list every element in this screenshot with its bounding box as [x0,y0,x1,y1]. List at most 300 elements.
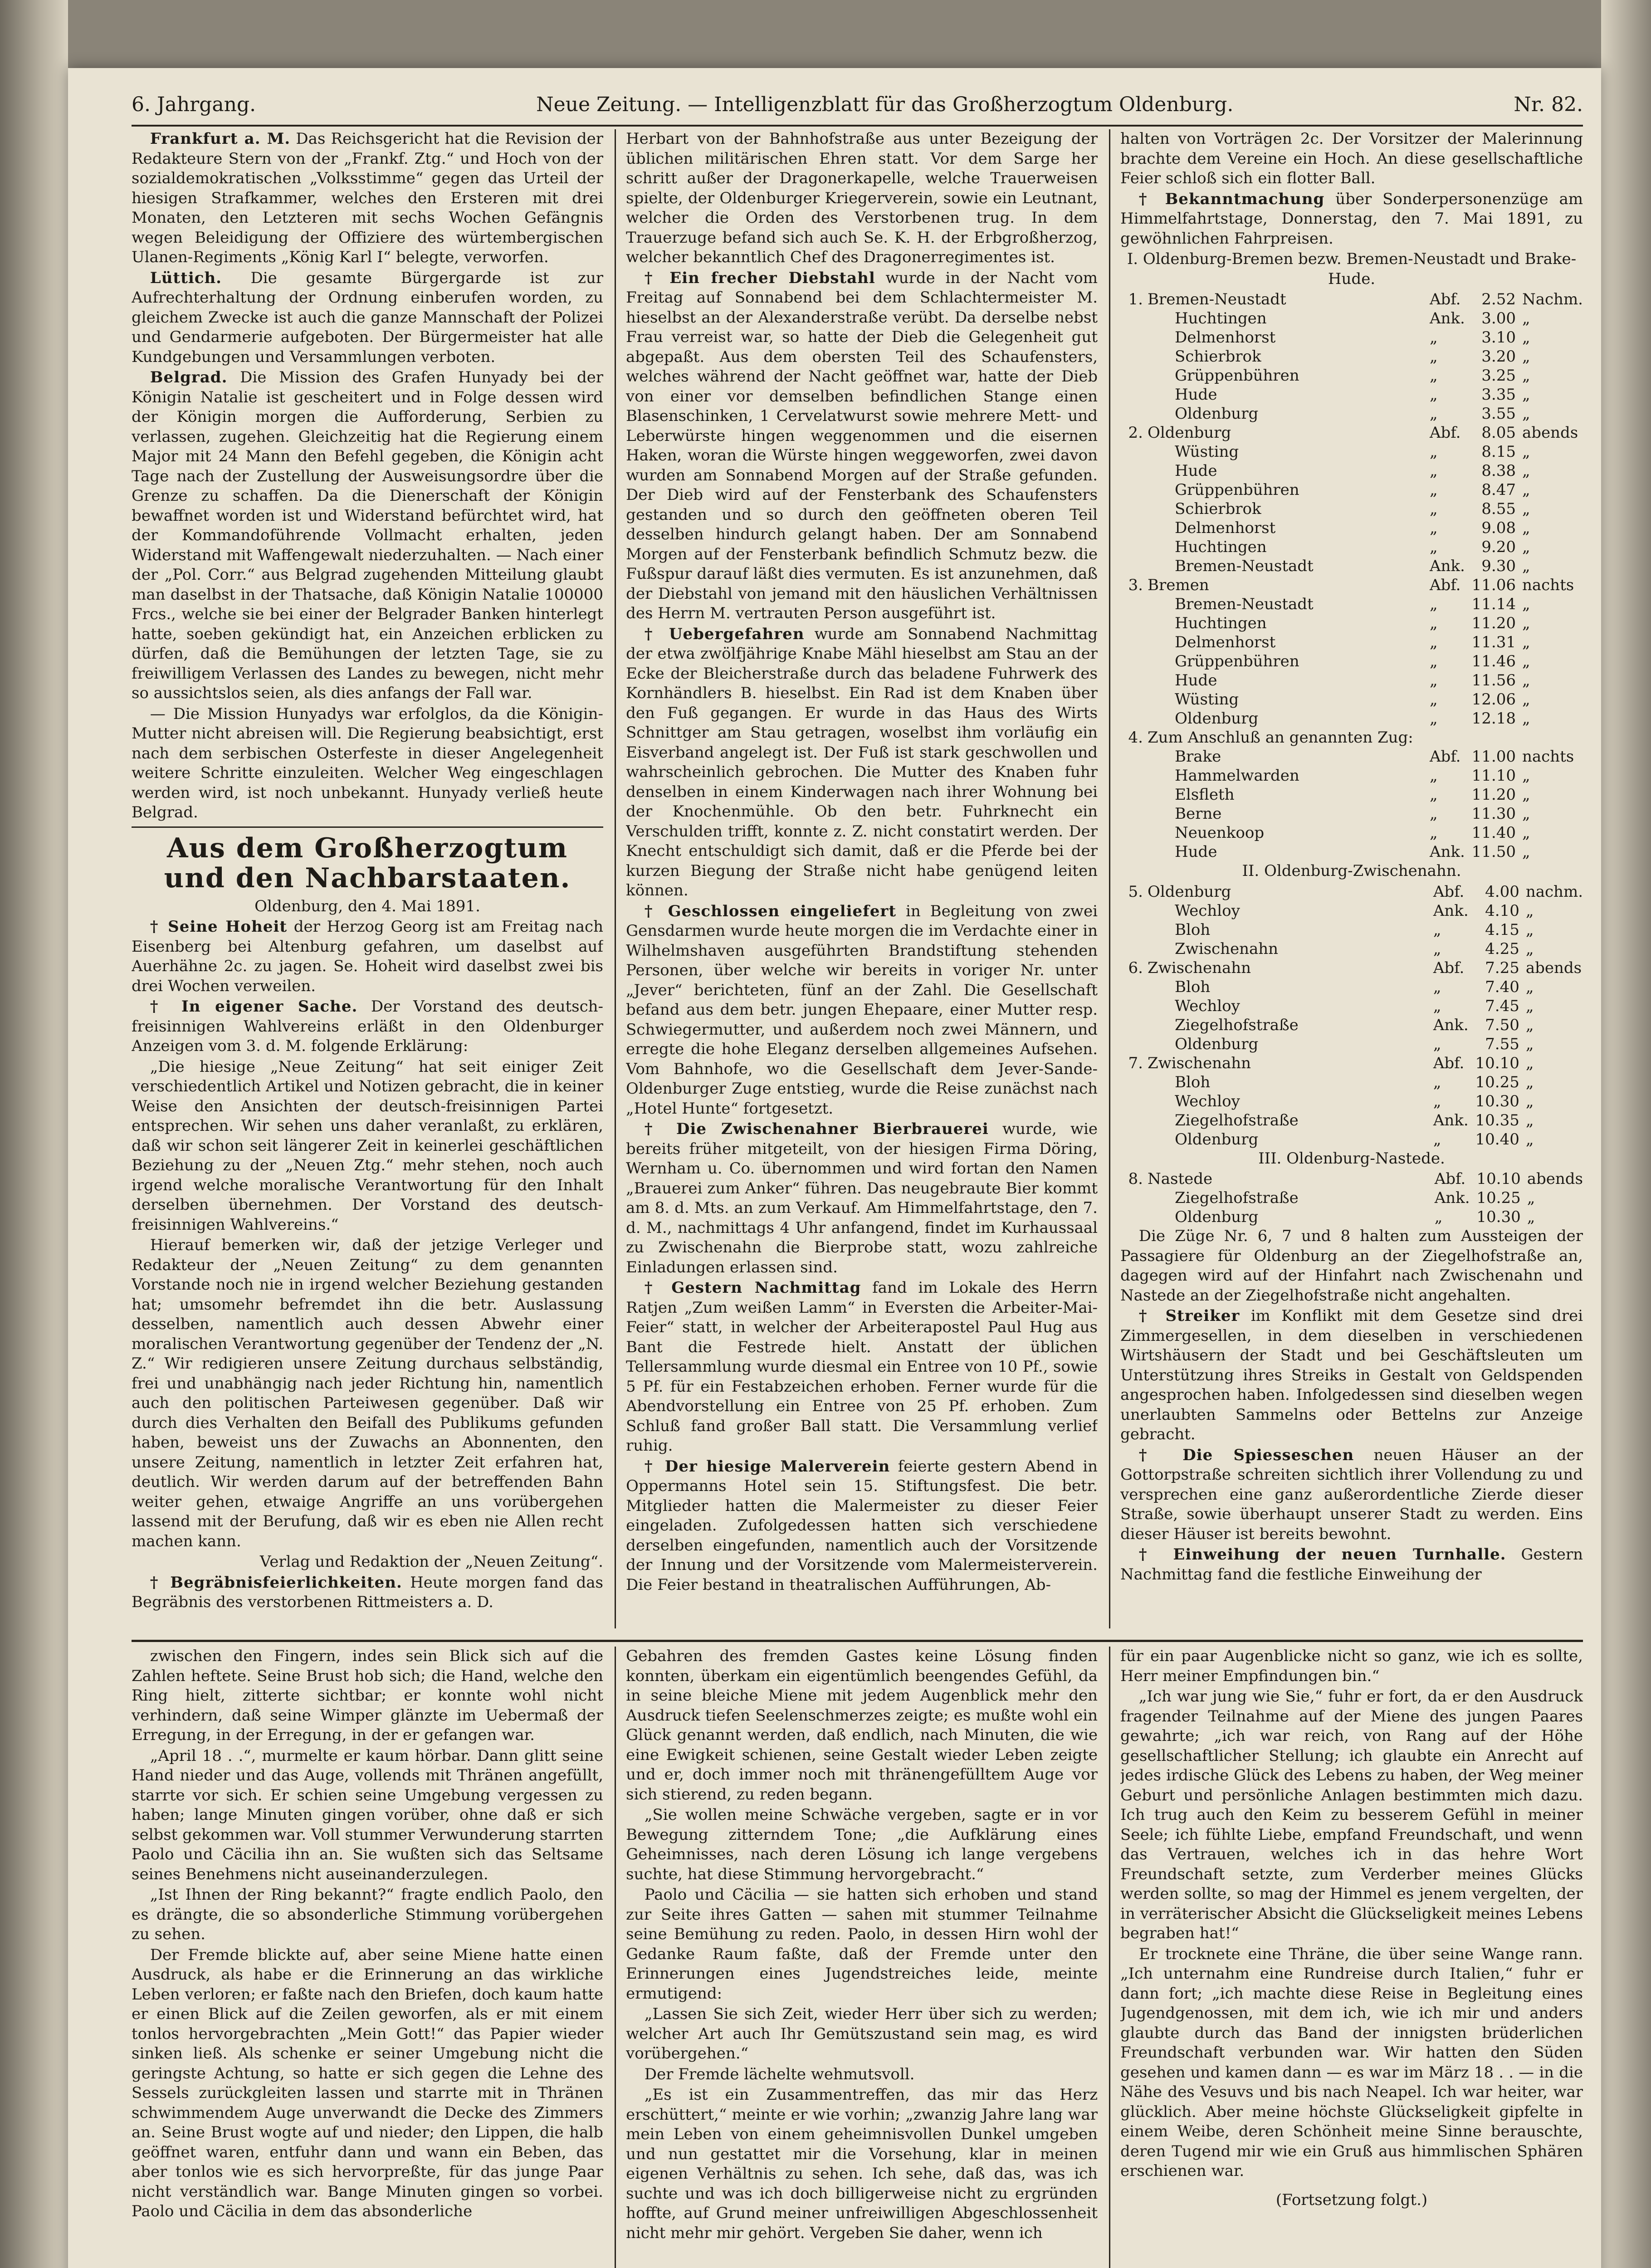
time: 4.15 [1485,920,1519,939]
train-number [1120,442,1148,461]
time-of-day: „ [1522,709,1530,728]
departure-arrival: „ [1433,1092,1441,1110]
time: 3.20 [1481,347,1516,366]
train-number [1120,785,1148,804]
kw-bekanntmachung: † Bekanntmachung [1138,190,1325,208]
header-rule [132,125,1583,127]
timetable-2 [1120,882,1583,1149]
page-edge [1601,0,1651,2268]
time: 2.52 [1481,290,1516,308]
timetable-1 [1120,290,1583,861]
time: 11.20 [1471,614,1516,632]
feuilleton-paragraph: „April 18 . .“, murmelte er kaum hörbar. Dann glitt seine Hand nieder und das Auge, vollends mit Thränen angefüllt, starrte vor sich. Er schien seine Umgebung vergessen zu haben; lange Minuten gingen vorüber, ohne daß er sich selbst gekommen war. Voll stummer Verwunderung starrten Paolo und Cäcilia ihn an. Sie wußten sich das Seltsame seines Benehmens nicht auseinanderzulegen. [132,1746,603,1883]
departure-arrival: Ank. [1433,1111,1469,1129]
station-name: Zwischenahn [1148,958,1251,977]
article-diebstahl [626,269,1098,624]
time-of-day: „ [1525,901,1534,920]
time: 3.10 [1481,328,1516,347]
time: 4.25 [1485,939,1519,958]
text-eingeliefert: in Begleitung von zwei Gensdarmen wurde heute morgen die im Verdachte einer in Wilhelmshaven ausgeführten Brandstiftung stehenden Personen, über welche wir bereits in voriger Nr. unter „Jever“ berichteten, fünf an der Zahl. Die Gesellschaft befand aus dem betr. jungen Ehepaare, einer Mutter resp. Schwiegermutter, und außerdem noch zwei Männern, und erregte die hohe Eleganz derselben allgemeines Aufsehen. Vom Bahnhofe, wo die Gesellschaft dem Jever-Sande-Oldenburger Zuge entstieg, wurde die Reise zunächst nach „Hotel Hunte“ fortgesetzt. [626,902,1098,1118]
feuilleton-paragraph: „Lassen Sie sich Zeit, wieder Herr über sich zu werden; welcher Art auch Ihr Gemütszustand sein mag, es wird vorübergehen.“ [626,2005,1098,2063]
article-eigene-sache [132,997,603,1056]
kw-luettich: Lüttich. [150,269,222,287]
article-luettich [132,269,603,367]
time: 8.15 [1481,443,1516,461]
station-name: Neuenkoop [1175,824,1265,842]
text-frankfurt: Das Reichsgericht hat die Revision der Redakteure Stern von der „Frankf. Ztg.“ und Hoch von der sozialdemokratischen „Volksstimme“ gegen das Urteil der hiesigen Strafkammer, welches den Ersteren mit drei Monaten, den Letzteren mit sechs Wochen Gefängnis wegen Beleidigung der Offiziere des würtembergischen Ulanen-Regiments „König Karl I“ belegte, verworfen. [132,130,603,266]
train-number [1120,804,1148,823]
station-name: Zum Anschluß an genannten Zug: [1148,728,1413,747]
station-name: Bloh [1175,920,1211,939]
station-name: Hude [1175,843,1217,861]
train-number [1120,1035,1148,1054]
timetable-row [1120,595,1583,614]
train-number [1120,671,1148,690]
train-number [1120,385,1148,404]
time: 10.10 [1475,1054,1519,1072]
feuilleton-paragraph: Er trocknete eine Thräne, die über seine Wange rann. „Ich unternahm eine Rundreise durch Italien,“ fuhr er dann fort; „ich machte diese Reise in Begleitung eines Jugendgenossen, mit dem ich, wie ich mir und anders glaubte durch das Band der innigsten brüderlichen Freundschaft verbunden war. Wir hatten den Süden gesehen und kamen dann — es war im März 18 . . — in die Nähe des Vesuvs und bis nach Neapel. Ich war heiter, war glücklich. Aber meine höchste Glückseligkeit gipfelte in einem Weibe, deren Schönheit meine Sinne berauschte, deren Tugend mir wie ein Gruß aus himmlischen Sphären erschienen war. [1120,1945,1583,2180]
timetable-row [1120,978,1583,997]
time-of-day: „ [1522,538,1530,556]
train-number [1120,347,1148,366]
departure-arrival: Ank. [1433,901,1469,920]
time: 11.10 [1471,767,1516,785]
time-of-day: „ [1522,595,1530,613]
train-number: 7. [1128,1054,1143,1072]
train-number: 3. [1128,576,1143,594]
station-name: Grüppenbühren [1175,481,1299,499]
departure-arrival: „ [1429,519,1438,537]
train-number [1120,939,1148,958]
feuilleton-column-2 [626,1647,1098,2268]
departure-arrival: „ [1429,405,1438,423]
kw-ueberfahren: † Uebergefahren [644,625,805,643]
time-of-day: „ [1522,462,1530,480]
station-name: Delmenhorst [1175,633,1276,651]
time: 8.05 [1481,424,1516,442]
article-frankfurt [132,129,603,268]
train-number: 1. [1128,290,1143,308]
time: 4.00 [1485,882,1519,901]
train-number [1120,1207,1148,1227]
station-name: Huchtingen [1175,614,1267,632]
kw-frankfurt: Frankfurt a. M. [150,130,291,148]
time-of-day: „ [1522,767,1530,785]
text-streiker: im Konflikt mit dem Gesetze sind drei Zimmergesellen, in dem dieselben in verschiedenen Wirtshäusern der Stadt und bei Geschäftsleuten um Unterstützung ihres Streiks in Gestalt von Geldspenden angesprochen haben. Infolgedessen sind dieselben wegen unerlaubten Sammelns oder Bettelns zur Anzeige gebracht. [1120,1307,1583,1443]
timetable-row [1120,842,1583,861]
section-rule [132,826,603,828]
station-name: Schierbrok [1175,347,1261,366]
feuilleton-paragraph: zwischen den Fingern, indes sein Blick sich auf die Zahlen heftete. Seine Brust hob sich; die Hand, welche den Ring hielt, zitterte sichtbar; er konnte wohl nicht verhindern, daß seine Wimper glänzte im Uebermaß der Erregung, in der Erregung, in der er gefangen war. [132,1647,603,1744]
running-header [132,88,1583,120]
timetable-row [1120,766,1583,785]
kw-brauerei: † Die Zwischenahner Bierbrauerei [644,1120,989,1138]
departure-arrival: „ [1429,824,1438,842]
timetable-row [1120,385,1583,404]
departure-arrival: „ [1429,652,1438,670]
timetable-row [1120,804,1583,823]
train-number [1120,823,1148,842]
text-bekanntmachung: über Sonderpersonenzüge am Himmelfahrtstage, Donnerstag, den 7. Mai 1891, zu gewöhnlichen Fahrpreisen. [1120,190,1583,248]
schedule-title-3: III. Oldenburg-Nastede. [1258,1149,1445,1168]
train-number [1120,461,1148,480]
station-name: Hude [1175,671,1217,689]
station-name: Zwischenahn [1148,1054,1251,1072]
timetable-row [1120,1111,1583,1130]
time-of-day: „ [1522,309,1530,327]
timetable-row [1120,423,1583,442]
feuilleton-column-3 [1120,1647,1583,2268]
departure-arrival: Ank. [1434,1189,1470,1207]
time: 11.56 [1471,671,1516,689]
station-name: Oldenburg [1175,1035,1259,1053]
station-name: Oldenburg [1175,709,1259,728]
column-1 [132,129,603,1631]
article-malerverein-cont: halten von Vorträgen 2c. Der Vorsitzer der Malerinnung brachte dem Vereine ein Hoch. An diese gesellschaftliche Feier schloß sich ein flotter Ball. [1120,130,1583,187]
text-ueberfahren: wurde am Sonnabend Nachmittag der etwa zwölfjährige Knabe Mähl hieselbst am Stau an der Ecke der Bleicherstraße durch das beladene Fuhrwerk des Kornhändlers B. hieselbst. Ein Rad ist dem Knaben über den Fuß gegangen. Er wurde in das Haus des Wirts Schnittger am Stau getragen, woselbst ihm vorläufig ein Eisverband angelegt ist. Der Fuß ist stark geschwollen und wahrscheinlich gebrochen. Die Mutter des Knaben fuhr denselben in einem Kinderwagen nach ihrer Wohnung bei der Knochenmühle. Ob den betr. Fuhrknecht ein Verschulden trifft, konnte z. Z. nicht constatirt werden. Der Knecht entschuldigt sich damit, daß er die Pferde bei der kurzen Biegung der Straße nicht habe genügend leiten können. [626,625,1098,899]
schedule-title-2: II. Oldenburg-Zwischenahn. [1242,862,1461,880]
station-name: Hude [1175,386,1217,404]
station-name: Hude [1175,462,1217,480]
time-of-day: „ [1525,920,1534,939]
column-rule-1 [615,129,616,1628]
departure-arrival: Abf. [1433,958,1465,977]
time-of-day: nachts [1522,576,1574,594]
station-name: Delmenhorst [1175,328,1276,347]
feuilleton-rule [132,1640,1583,1642]
feuilleton-paragraph: Der Fremde blickte auf, aber seine Miene hatte einen Ausdruck, als habe er die Erinnerung an das wirkliche Leben verloren; er faßte nach den Briefen, doch kaum hatte er einen Blick auf die Zeilen geworfen, als er mit einem tonlos hervorgebrachten „Mein Gott!“ das Papier wieder sinken ließ. Als schenke er seiner Umgebung nicht die geringste Achtung, so hatte er sich gegen die Lehne des Sessels zurückgleiten lassen und starrte mit in Thränen schwimmendem Auge unverwandt die Decke des Zimmers an. Seine Brust wogte auf und nieder; den Lippen, die halb geöffnet waren, entfuhr dann und wann ein Beben, das aber tonlos wie es sich hervorpreßte, für das junge Paar nicht verständlich war. Bange Minuten gingen so vorbei. Paolo und Cäcilia in dem das absonderliche [132,1945,603,2220]
station-name: Hammelwarden [1175,767,1299,785]
train-number [1120,328,1148,347]
timetable-row [1120,728,1583,747]
time-of-day: nachm. [1525,882,1583,901]
timetable-row [1120,404,1583,423]
station-name: Ziegelhofstraße [1175,1111,1299,1129]
timetable-row [1120,1054,1583,1073]
timetable-row [1120,1188,1583,1207]
time: 7.25 [1485,958,1519,977]
timetable-row [1120,614,1583,633]
volume-label: 6. Jahrgang. [132,93,256,116]
train-number: 2. [1128,424,1143,442]
time-of-day: „ [1522,347,1530,366]
train-number [1120,978,1148,997]
column-3 [1120,129,1583,1631]
station-name: Grüppenbühren [1175,367,1299,385]
article-spiess [1120,1446,1583,1545]
feuilleton-paragraph: (Fortsetzung folgt.) [1275,2190,1428,2209]
time-of-day: „ [1522,386,1530,404]
feuilleton-paragraph: Der Fremde lächelte wehmutsvoll. [644,2065,915,2083]
station-name: Schierbrok [1175,500,1261,518]
signature: Verlag und Redaktion der „Neuen Zeitung“. [259,1553,603,1571]
time-of-day: abends [1527,1170,1583,1188]
departure-arrival: „ [1429,328,1438,347]
departure-arrival: „ [1429,367,1438,385]
time: 3.55 [1481,405,1516,423]
station-name: Ziegelhofstraße [1175,1016,1299,1034]
timetable-row [1120,1169,1583,1188]
departure-arrival: Abf. [1434,1170,1466,1188]
timetable-row [1120,518,1583,538]
timetable-row [1120,442,1583,461]
time-of-day: „ [1525,978,1534,996]
station-name: Nastede [1148,1170,1213,1188]
train-number [1120,920,1148,939]
train-number [1120,557,1148,576]
time: 12.18 [1471,709,1516,728]
train-number [1120,901,1148,920]
station-name: Wüsting [1175,443,1239,461]
time: 11.50 [1471,843,1516,861]
article-brauerei [626,1119,1098,1277]
departure-arrival: „ [1433,939,1441,958]
train-number: 4. [1128,728,1143,747]
time-of-day: abends [1522,424,1578,442]
declaration-quote: „Die hiesige „Neue Zeitung“ hat seit einiger Zeit verschiedentlich Artikel und Notizen gebracht, die in keiner Weise den Ansichten der deutsch-freisinnigen Partei entsprechen. Wir sehen uns daher veranlaßt, zu erklären, daß wir schon seit längerer Zeit in keinerlei geschäftlichen Beziehung zu der „Neuen Ztg.“ mehr stehen, noch auch irgend welche moralische Verantwortung für den Inhalt derselben übernehmen. Der Vorstand des deutsch-freisinnigen Wahlvereins.“ [132,1057,603,1234]
departure-arrival: „ [1429,500,1438,518]
timetable-row [1120,328,1583,347]
timetable-row [1120,1207,1583,1227]
station-name: Bremen-Neustadt [1148,290,1286,308]
time-of-day: „ [1522,786,1530,804]
departure-arrival: Ank. [1429,557,1465,575]
kw-nachmittag: † Gestern Nachmittag [644,1279,861,1297]
time: 10.40 [1475,1130,1519,1149]
time-of-day: „ [1527,1189,1535,1207]
timetable-row [1120,747,1583,766]
time: 8.47 [1481,481,1516,499]
time: 10.30 [1475,1092,1519,1110]
station-name: Wechloy [1175,997,1240,1015]
column-2 [626,129,1098,1631]
time: 8.55 [1481,500,1516,518]
timetable-row [1120,1035,1583,1054]
departure-arrival: „ [1433,978,1441,996]
train-number [1120,480,1148,499]
train-number [1120,614,1148,633]
feuilleton-rule-2 [1109,1647,1110,2268]
timetable-row [1120,690,1583,709]
time-of-day: „ [1522,633,1530,651]
timetable-row [1120,882,1583,901]
time: 11.00 [1471,748,1516,766]
station-name: Grüppenbühren [1175,652,1299,670]
timetable-row [1120,997,1583,1016]
article-belgrad-2: — Die Mission Hunyadys war erfolglos, da die Königin-Mutter nicht abreisen will. Die Regierung beabsichtigt, erst nach dem serbischen Osterfeste in dieser Angelegenheit weitere Schritte einzuleiten. Welcher Weg eingeschlagen werden wird, ist noch unbekannt. Hunyady verließ heute Belgrad. [132,704,603,821]
kw-turnhalle: † Einweihung der neuen Turnhalle. [1138,1545,1506,1564]
time-of-day: Nachm. [1522,290,1583,308]
timetable-row [1120,1073,1583,1092]
departure-arrival: Abf. [1433,1054,1465,1072]
kw-belgrad: Belgrad. [150,368,228,386]
train-number [1120,1111,1148,1130]
text-brauerei: wurde, wie bereits früher mitgeteilt, von der hiesigen Firma Döring, Wernham u. Co. übernommen und wird fortan den Namen „Brauerei zum Anker“ führen. Das neugebraute Bier kommt am 8. d. Mts. an zum Verkauf. Am Himmelfahrtstage, den 7. d. M., nachmittags 4 Uhr anfangend, findet im Kurhaussaal zu Zwischenahn die Bierprobe statt, wozu zahlreiche Einladungen erlassen sind. [626,1120,1098,1276]
train-number [1120,766,1148,785]
departure-arrival: „ [1429,462,1438,480]
feuilleton-paragraph: Gebahren des fremden Gastes keine Lösung finden konnten, überkam ein eigentümlich beengendes Gefühl, da in seine bleiche Miene mit jedem Augenblick mehr den Ausdruck tiefen Seelenschmerzes zeigte; es mußte wohl ein Glück genannt werden, daß endlich, nach Minuten, die wie eine Ewigkeit schienen, seine Gestalt wieder Leben zeigte und er, doch immer noch mit thränengefülltem Auge vor sich stierend, zu reden begann. [626,1647,1098,1804]
time: 7.50 [1485,1016,1519,1034]
time-of-day: „ [1522,671,1530,689]
station-name: Elsfleth [1175,786,1235,804]
time: 3.25 [1481,367,1516,385]
article-turnhalle [1120,1545,1583,1584]
kw-diebstahl: † Ein frecher Diebstahl [644,269,875,287]
departure-arrival: „ [1429,386,1438,404]
departure-arrival: „ [1429,443,1438,461]
time: 9.30 [1481,557,1516,575]
train-number [1120,709,1148,728]
train-number: 5. [1128,882,1143,901]
timetable-3 [1120,1169,1583,1227]
timetable-row [1120,538,1583,557]
departure-arrival: „ [1429,481,1438,499]
time-of-day [1522,728,1583,747]
train-number [1120,747,1148,766]
feuilleton-column-1 [132,1647,603,2268]
station-name: Berne [1175,805,1222,823]
time: 10.10 [1476,1170,1521,1188]
departure-arrival: „ [1433,997,1441,1015]
timetable-row [1120,557,1583,576]
feuilleton-paragraph: Paolo und Cäcilia — sie hatten sich erhoben und stand zur Seite ihres Gatten — sahen mit stummer Teilnahme seine Bemühung zu reden. Paolo, in dessen Hirn wohl der Gedanke Raum faßte, daß der Fremde unter den Erinnerungen eines Jugendstreiches leide, meinte ermutigend: [626,1886,1098,2003]
time-of-day: „ [1522,690,1530,709]
time-of-day: „ [1522,805,1530,823]
departure-arrival: „ [1429,671,1438,689]
text-luettich: Die gesamte Bürgergarde ist zur Aufrechterhaltung der Ordnung einberufen worden, zu gleichem Zwecke ist auch die ganze Mannschaft der Polizei und Gendarmerie aufgeboten. Der Bürgermeister hat alle Kundgebungen und Versammlungen verboten. [132,269,603,366]
time [1466,728,1522,747]
departure-arrival: Ank. [1433,1016,1469,1034]
departure-arrival: „ [1429,538,1438,556]
train-number [1120,404,1148,423]
train-number: 8. [1128,1170,1143,1188]
timetable-row [1120,309,1583,328]
article-herbart: Herbart von der Bahnhofstraße aus unter Bezeigung der üblichen militärischen Ehren statt. Vor dem Sarge her schritt außer der Dragonerkapelle, welche Trauerweisen spielte, der Oldenburger Kriegerverein, sowie ein Leutnant, welcher die Orden des Verstorbenen trug. In dem Trauerzuge befand sich auch Se. K. H. der Erbgroßherzog, welcher bekanntlich Chef des Dragonerregimentes ist. [626,130,1098,266]
station-name: Oldenburg [1175,405,1259,423]
time-of-day: „ [1525,1035,1534,1053]
time: 10.30 [1476,1208,1521,1226]
timetable-row [1120,499,1583,518]
feuilleton-paragraph: „Sie wollen meine Schwäche vergeben, sagte er in vor Bewegung zitterndem Tone; „die Aufklärung eines Geheimnisses, nach deren Lösung ich lange vergebens suchte, hat diese Stimmung hervorgebracht.“ [626,1806,1098,1883]
text-diebstahl: wurde in der Nacht vom Freitag auf Sonnabend bei dem Schlachtermeister M. hieselbst an der Alexanderstraße verübt. Da derselbe nebst Frau verreist war, so hatte der Dieb die Gelegenheit gut abgepaßt. Aus dem obersten Teil des Schaufensters, welches während der Nacht geöffnet war, hatte der Dieb von einer vor demselben befindlichen Stange einen Blasenschinken, 1 Cervelatwurst sowie mehrere Mett- und Leberwürste hingen weggenommen und die eisernen Haken, woran die Würste hingen weggeworfen, zwei davon wurden am Sonnabend Morgen auf der Straße gefunden. Der Dieb wird auf der Fensterbank des Schaufensters gestanden und so durch den geöffneten oberen Teil desselben hindurch gelangt haben. Der am Sonnabend Morgen auf der Fensterbank befindlich Schmutz bezw. die Fußspur darauf läßt dies vermuten. Es ist anzunehmen, daß der Diebstahl von jemand mit den häuslichen Verhältnissen des Herrn M. vertrauten Person ausgeführt ist. [626,269,1098,622]
train-number [1120,1016,1148,1035]
station-name: Oldenburg [1148,424,1231,442]
article-hoheit [132,917,603,996]
article-begraebnis [132,1573,603,1613]
train-number [1120,1130,1148,1149]
time: 9.20 [1481,538,1516,556]
kw-begraebnis: † Begräbnisfeierlichkeiten. [150,1573,402,1592]
departure-arrival: Abf. [1429,424,1461,442]
masthead-title: Neue Zeitung. — Intelligenzblatt für das Großherzogtum Oldenburg. [536,93,1234,116]
timetable-row [1120,652,1583,671]
text-nachmittag: fand im Lokale des Herrn Ratjen „Zum weißen Lamm“ in Eversten die Arbeiter-Mai-Feier“ statt, in welcher der Arbeiterapostel Paul Hug aus Bant die Festrede hielt. Anstatt der üblichen Tellersammlung wurde diesmal ein Entree von 10 Pf., sowie 5 Pf. für ein Festabzeichen erhoben. Ferner wurde für die Abendvorstellung ein Entree von 25 Pf. erhoben. Zum Schluß fand großer Ball statt. Die Versammlung verlief ruhig. [626,1279,1098,1455]
train-number [1120,366,1148,385]
text-turnhalle: Gestern Nachmittag fand die festliche Einweihung der [1120,1545,1583,1584]
station-name: Wüsting [1175,690,1239,709]
departure-arrival: „ [1433,1073,1441,1091]
feuilleton-paragraph: „Ist Ihnen der Ring bekannt?“ fragte endlich Paolo, den es drängte, die so absonderliche Stimmung vorübergehen zu sehen. [132,1886,603,1943]
station-name: Oldenburg [1148,882,1231,901]
departure-arrival: „ [1429,614,1438,632]
station-name: Oldenburg [1175,1208,1259,1226]
timetable-row [1120,576,1583,595]
departure-arrival: „ [1429,690,1438,709]
train-number [1120,518,1148,538]
time: 10.25 [1476,1189,1521,1207]
train-number [1120,633,1148,652]
text-spiess: neuen Häuser an der Gottorpstraße schreiten sichtlich ihrer Vollendung zu und versprechen eine ganz außerordentliche Zierde dieser Straße, sowie überhaupt unserer Stadt zu werden. Eins dieser Häuser ist bereits bewohnt. [1120,1446,1583,1543]
time-of-day: „ [1522,328,1530,347]
train-number [1120,652,1148,671]
station-name: Delmenhorst [1175,519,1276,537]
time-of-day: „ [1527,1208,1535,1226]
book-gutter [0,0,68,2268]
feuilleton-paragraph: „Es ist ein Zusammentreffen, das mir das Herz erschüttert,“ meinte er wie vorhin; „zwanzig Jahre lang war mein Leben von einem geheimnisvollen Dunkel umgeben und nun gestattet mir die Vorsehung, klar in meinen eigenen Verhältnis zu sehen. Ich sehe, daß das, was ich suchte und was ich doch billigerweise nicht zu ergründen hoffte, auf Grund meiner unfreiwilligen Abgeschlossenheit nicht mehr mir gehört. Vergeben Sie daher, wenn ich [626,2086,1098,2242]
text-begraebnis: Heute morgen fand das Begräbnis des verstorbenen Rittmeisters a. D. [132,1573,603,1611]
article-streiker [1120,1306,1583,1445]
time-of-day: „ [1522,519,1530,537]
time-of-day: nachts [1522,748,1574,766]
time: 11.20 [1471,786,1516,804]
kw-eingeliefert: † Geschlossen eingeliefert [644,902,897,920]
station-name: Huchtingen [1175,538,1267,556]
timetable-row [1120,939,1583,958]
editorial-reply: Hierauf bemerken wir, daß der jetzige Verleger und Redakteur der „Neuen Zeitung“ zu dem genannten Vorstande noch nie in irgend welcher Beziehung gestanden hat; umsomehr befremdet ihn die betr. Auslassung desselben, namentlich auch dessen Abwehr einer moralischen Verantwortung gegenüber der Tendenz der „N. Z.“ Wir redigieren unsere Zeitung durchaus selbständig, frei und unabhängig nach jeder Richtung hin, namentlich auch den politischen Parteiwesen gegenüber. Daß wir durch dies Verhalten den Beifall des Publikums gefunden haben, beweist uns der Zuwachs an Abonnenten, den unsere Zeitung, namentlich in letzter Zeit erfahren hat, deutlich. Wir werden darum auf der betreffenden Bahn weiter gehen, etwaige Angriffe an uns vorübergehen lassend mit der Berufung, daß wir es eben nie Allen recht machen kann. [132,1236,603,1550]
station-name: Wechloy [1175,901,1240,920]
train-number [1120,842,1148,861]
text-sache: Der Vorstand des deutsch-freisinnigen Wahlvereins erläßt in den Oldenburger Anzeigen vom 3. d. M. folgende Erklärung: [132,997,603,1055]
timetable-row [1120,709,1583,728]
time: 10.35 [1475,1111,1519,1129]
time-of-day: „ [1522,557,1530,575]
departure-arrival: Abf. [1429,748,1461,766]
timetable-row [1120,920,1583,939]
time: 10.25 [1475,1073,1519,1091]
timetable-row [1120,347,1583,366]
kw-streiker: † Streiker [1138,1307,1240,1325]
time-of-day: „ [1525,997,1534,1015]
timetable-row [1120,901,1583,920]
feuilleton-rule-1 [615,1647,616,2268]
text-hoheit: der Herzog Georg ist am Freitag nach Eisenberg bei Altenburg gefahren, um daselbst auf Auerhähne 2c. zu jagen. Se. Hoheit wird daselbst zwei bis drei Wochen verweilen. [132,918,603,995]
text-belgrad: Die Mission des Grafen Hunyady bei der Königin Natalie ist gescheitert und in Folge dessen wird der Königin morgen die Aufforderung, Serbien zu verlassen, zugehen. Gleichzeitig hat die Regierung einem Major mit 24 Mann den Befehl gegeben, die Königin acht Tage nach der Zustellung der Ausweisungsordre über die Grenze zu schaffen. Da die Dienerschaft der Königin bewaffnet worden ist und Widerstand befürchtet wird, hat der Kommandoführende Vollmacht erhalten, jeden Widerstand mit Waffengewalt niederzuhalten. — Nach einer der „Pol. Corr.“ aus Belgrad zugehenden Mitteilung glaubt man daselbst in der Thatsache, daß Königin Natalie 100000 Frcs., welche sie bei einer der Belgrader Banken hinterlegt hatte, soeben gekündigt hat, ein Anzeichen erblicken zu dürfen, daß die Bemühungen der letzten Tage, sie zu freiwilligem Verlassen des Landes zu bewegen, nicht mehr so aussichtslos seien, als dies anfangs der Fall war. [132,368,603,702]
departure-arrival: „ [1429,347,1438,366]
time-of-day: „ [1525,1092,1534,1110]
time-of-day: „ [1522,824,1530,842]
time: 9.08 [1481,519,1516,537]
departure-arrival: „ [1429,805,1438,823]
train-number [1120,499,1148,518]
article-belgrad [132,368,603,704]
time-of-day: „ [1522,405,1530,423]
time-of-day: „ [1525,1073,1534,1091]
train-number [1120,538,1148,557]
issue-number: Nr. 82. [1514,93,1583,116]
text-malerverein: feierte gestern Abend in Oppermanns Hotel sein 15. Stiftungsfest. Die betr. Mitglieder hatten die Malermeister zu dieser Feier eingeladen. Zufolgedessen hatten sich verschiedene derselben eingefunden, namentlich auch der Vorsitzende der Innung und der Vorsitzende vom Malermeisterverein. Die Feier bestand in theatralischen Aufführungen, Ab- [626,1457,1098,1594]
departure-arrival: „ [1429,709,1438,728]
section-title: Aus dem Großherzogtum und den Nachbarstaaten. [164,832,571,894]
article-bekanntmachung [1120,190,1583,249]
time: 7.40 [1485,978,1519,996]
timetable-row [1120,823,1583,842]
time-of-day: „ [1525,1111,1534,1129]
article-eingeliefert [626,902,1098,1119]
departure-arrival: „ [1433,920,1441,939]
departure-arrival: Abf. [1429,576,1461,594]
train-number [1120,1092,1148,1111]
time-of-day: abends [1525,958,1582,977]
